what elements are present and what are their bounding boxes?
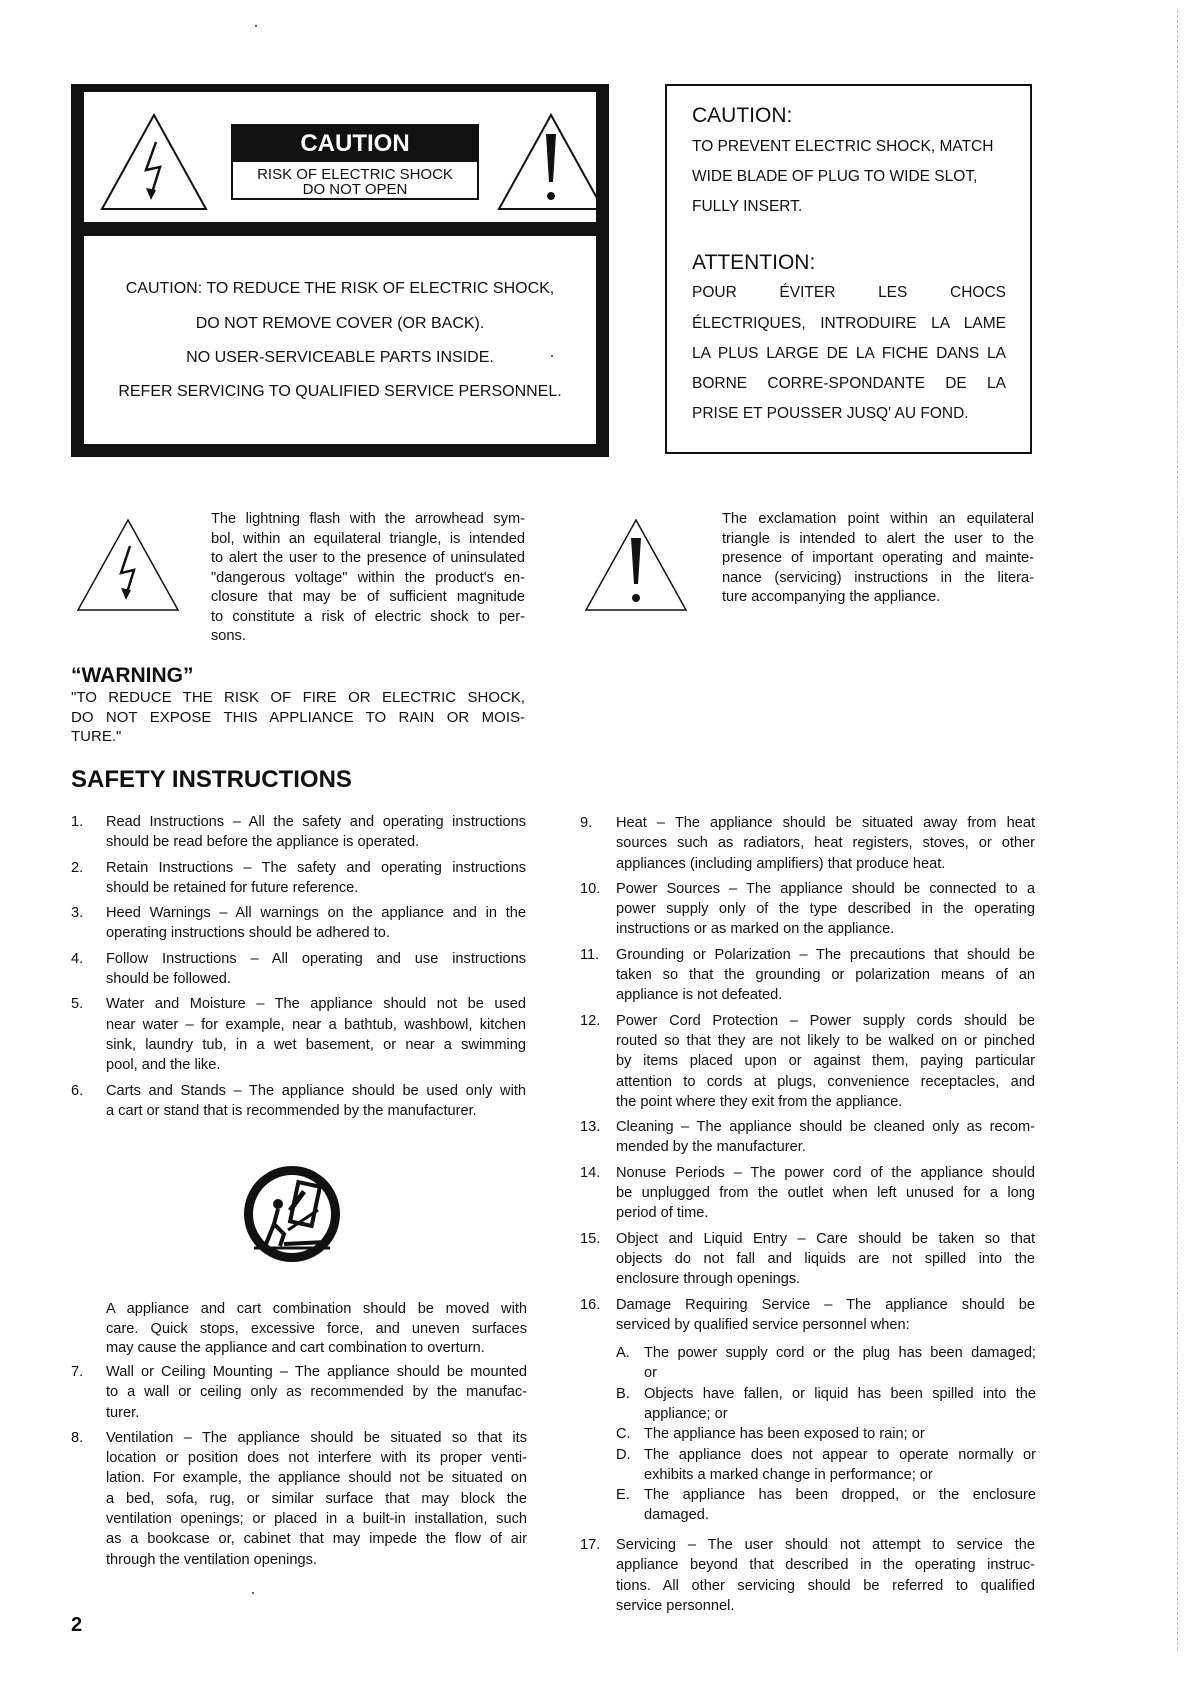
instruction-line: Power Cord Protection – Power supply cords should be [616, 1012, 1035, 1029]
instruction-line: near water – for example, near a bathtub, washbowl, kitchen [106, 1016, 526, 1033]
instruction-number: 12. [580, 1012, 601, 1029]
safety-instructions-title: SAFETY INSTRUCTIONS [71, 766, 352, 793]
instruction-number: 13. [580, 1119, 601, 1136]
damage-condition-letter: C. [616, 1426, 631, 1443]
damage-condition [616, 1485, 1036, 1526]
instruction-text [616, 1535, 1035, 1616]
instruction-item [71, 812, 526, 853]
instruction-text [106, 858, 526, 899]
damage-condition-line: The appliance has been dropped, or the enclosure [644, 1487, 1036, 1504]
instruction-line: appliance is not defeated. [616, 987, 783, 1004]
instruction-line: Damage Requiring Service – The appliance should be [616, 1296, 1035, 1313]
instruction-item [71, 949, 526, 990]
scan-speck [252, 1592, 254, 1594]
lightning-description-line: to alert the user to the presence of uninsulated [211, 550, 525, 566]
plug-caution-line-2: WIDE BLADE OF PLUG TO WIDE SLOT, [692, 168, 978, 185]
lightning-description [211, 510, 525, 647]
instruction-line: as a bookcase or, cabinet that may impede the flow of air [106, 1531, 527, 1548]
instruction-line: tions. All other servicing should be referred to qualified [616, 1577, 1035, 1594]
warning-line: DO NOT EXPOSE THIS APPLIANCE TO RAIN OR MOIS- [71, 708, 525, 726]
instruction-item [71, 1362, 527, 1423]
instruction-text [616, 1295, 1035, 1336]
instruction-line: a cart or stand that is recommended by the manufacturer. [106, 1102, 477, 1119]
instruction-text [106, 1362, 527, 1423]
damage-condition-text [644, 1384, 1036, 1425]
instruction-line: location or position does not interfere with its proper venti- [106, 1450, 527, 1467]
instruction-line: Nonuse Periods – The power cord of the appliance should [616, 1164, 1035, 1181]
instruction-line: ventilation openings; or placed in a built-in installation, such [106, 1511, 527, 1528]
instruction-line: should be read before the appliance is operated. [106, 834, 420, 851]
instruction-line: sources such as radiators, heat registers, stoves, or other [616, 835, 1035, 852]
instruction-number: 1. [71, 814, 84, 830]
instruction-line: enclosure through openings. [616, 1271, 801, 1288]
instruction-line: serviced by qualified service personnel when: [616, 1316, 910, 1333]
instruction-line: period of time. [616, 1205, 709, 1222]
instruction-text [616, 813, 1035, 874]
instruction-line: Ventilation – The appliance should be situated so that its [106, 1429, 527, 1446]
warning-line: "TO REDUCE THE RISK OF FIRE OR ELECTRIC SHOCK, [71, 689, 525, 706]
instruction-number: 11. [580, 946, 600, 963]
instruction-item [71, 1081, 526, 1122]
warning-text [71, 688, 525, 747]
damage-condition-letter: B. [616, 1385, 630, 1402]
instruction-line: Heed Warnings – All warnings on the appliance and in the [106, 905, 526, 922]
instruction-line: appliances (including amplifiers) that produce heat. [616, 855, 946, 872]
instruction-text [616, 1117, 1035, 1158]
instruction-line: Wall or Ceiling Mounting – The appliance should be mounted [106, 1364, 527, 1380]
instruction-number: 5. [71, 996, 84, 1013]
cart-note-line: A appliance and cart combination should be moved with [106, 1301, 527, 1317]
damage-condition-text [644, 1424, 1036, 1444]
instruction-line: a bed, sofa, rug, or similar surface that may block the [106, 1490, 527, 1507]
instruction-text [106, 903, 526, 944]
instruction-number: 7. [71, 1364, 84, 1380]
exclamation-description-line: presence of important operating and mainte- [722, 550, 1034, 566]
lightning-description-line: closure that may be of sufficient magnitude [211, 589, 525, 605]
instruction-line: operating instructions should be adhered to. [106, 925, 390, 942]
instruction-line: to a wall or ceiling only as recommended by the manufac- [106, 1384, 527, 1401]
instruction-number: 9. [580, 815, 593, 831]
damage-condition-text [644, 1485, 1036, 1526]
instruction-text [106, 1428, 527, 1570]
instruction-number: 2. [71, 859, 84, 876]
instruction-number: 15. [580, 1230, 601, 1247]
instruction-line: Read Instructions – All the safety and operating instructions [106, 814, 526, 830]
instruction-item [580, 1229, 1035, 1290]
instruction-line: should be retained for future reference. [106, 879, 359, 896]
exclamation-description-line: triangle is intended to alert the user to the [722, 530, 1034, 547]
exclamation-description [722, 510, 1034, 608]
instruction-line: pool, and the like. [106, 1057, 221, 1074]
instruction-line: Cleaning – The appliance should be cleaned only as recom- [616, 1119, 1035, 1136]
instruction-item [71, 1428, 527, 1570]
instruction-line: lation. For example, the appliance should not be situated on [106, 1470, 527, 1487]
instruction-line: mended by the manufacturer. [616, 1139, 806, 1156]
instruction-line: service personnel. [616, 1597, 735, 1614]
exclamation-description-line: ture accompanying the appliance. [722, 589, 941, 605]
instruction-line: Follow Instructions – All operating and use instructions [106, 950, 526, 967]
instruction-item [580, 813, 1035, 874]
instruction-line: should be followed. [106, 971, 231, 988]
page-number: 2 [71, 1614, 83, 1636]
damage-condition [616, 1445, 1036, 1486]
caution-notice-line-1: CAUTION: TO REDUCE THE RISK OF ELECTRIC SHOCK, [125, 280, 555, 297]
instruction-number: 10. [580, 880, 601, 897]
instruction-text [616, 1229, 1035, 1290]
instruction-number: 17. [580, 1537, 601, 1553]
instruction-item [580, 1011, 1035, 1113]
damage-condition-letter: A. [616, 1345, 630, 1361]
instruction-line: through the ventilation openings. [106, 1551, 317, 1568]
caution-notice-line-3: NO USER-SERVICEABLE PARTS INSIDE. [186, 349, 494, 366]
instruction-line: turer. [106, 1404, 140, 1421]
exclamation-description-line: The exclamation point within an equilateral [722, 511, 1034, 527]
instruction-line: Servicing – The user should not attempt to service the [616, 1537, 1035, 1553]
instruction-line: taken so that the grounding or polarization means of an [616, 967, 1035, 984]
damage-condition-line: The appliance does not appear to operate normally or [644, 1446, 1036, 1463]
instruction-item [580, 1295, 1035, 1336]
instruction-line: Carts and Stands – The appliance should be used only with [106, 1082, 526, 1099]
instruction-item [580, 945, 1035, 1006]
instruction-text [106, 1081, 526, 1122]
instruction-item [71, 903, 526, 944]
instruction-line: appliance beyond that described in the operating instruc- [616, 1557, 1035, 1574]
instruction-line: Water and Moisture – The appliance should not be used [106, 996, 526, 1013]
damage-condition-line: damaged. [644, 1507, 709, 1524]
instruction-line: the point where they exit from the appliance. [616, 1093, 903, 1110]
damage-condition-line: The appliance has been exposed to rain; or [644, 1426, 925, 1443]
damage-condition-line: or [644, 1365, 657, 1382]
plug-caution-title: CAUTION: [692, 104, 793, 127]
damage-condition-letter: E. [616, 1487, 630, 1504]
instruction-text [616, 1163, 1035, 1224]
damage-condition-letter: D. [616, 1446, 631, 1463]
instruction-text [616, 945, 1035, 1006]
damage-condition [616, 1343, 1036, 1384]
lightning-description-line: The lightning flash with the arrowhead sym- [211, 511, 525, 527]
instruction-text [616, 1011, 1035, 1112]
instruction-line: by items placed upon or against them, paying particular [616, 1053, 1035, 1070]
warning-line: TURE." [71, 728, 122, 745]
caution-notice-line-4: REFER SERVICING TO QUALIFIED SERVICE PERSONNEL. [118, 383, 562, 400]
exclamation-triangle-icon [495, 112, 607, 212]
instruction-text [106, 812, 526, 853]
scan-speck [551, 355, 553, 357]
plug-caution-line-1: TO PREVENT ELECTRIC SHOCK, MATCH [692, 138, 994, 155]
damage-condition-text [644, 1445, 1036, 1486]
cart-note-line: may cause the appliance and cart combination to overturn. [106, 1340, 485, 1356]
plug-caution-line-3: FULLY INSERT. [692, 198, 803, 215]
instruction-item [71, 858, 526, 899]
instruction-text [106, 949, 526, 990]
cart-note [106, 1300, 527, 1359]
caution-banner [231, 124, 479, 200]
damage-condition [616, 1384, 1036, 1425]
instruction-line: be unplugged from the outlet when left unused for a long [616, 1185, 1035, 1202]
instruction-number: 8. [71, 1429, 84, 1446]
scan-edge-line [1177, 10, 1180, 1650]
instruction-number: 4. [71, 950, 84, 967]
caution-notice-panel [84, 236, 596, 444]
instruction-line: instructions or as marked on the appliance. [616, 921, 895, 938]
plug-attention-line-4: BORNE CORRE-SPONDANTE DE LA [692, 375, 1006, 392]
damage-condition-line: Objects have fallen, or liquid has been spilled into the [644, 1385, 1036, 1402]
instruction-line: routed so that they are not likely to be walked on or pinched [616, 1032, 1035, 1049]
instruction-line: objects do not fall and liquids are not spilled into the [616, 1250, 1035, 1267]
exclamation-triangle-icon [583, 518, 689, 612]
damage-condition-line: appliance; or [644, 1405, 728, 1422]
lightning-description-line: sons. [211, 628, 246, 644]
plug-attention-line-2: ÉLECTRIQUES, INTRODUIRE LA LAME [692, 315, 1006, 332]
cart-warning-icon [240, 1162, 344, 1266]
instruction-line: Grounding or Polarization – The precautions that should be [616, 946, 1035, 963]
instruction-text [106, 994, 526, 1075]
exclamation-description-line: nance (servicing) instructions in the litera- [722, 569, 1034, 586]
caution-banner-title: CAUTION [233, 126, 477, 162]
instruction-text [616, 879, 1035, 940]
instruction-line: power supply only of the type described in the operating [616, 901, 1035, 918]
lightning-triangle-icon [98, 112, 210, 212]
caution-banner-line-1: RISK OF ELECTRIC SHOCK [257, 166, 453, 183]
plug-attention-line-3: LA PLUS LARGE DE LA FICHE DANS LA [692, 345, 1006, 362]
instruction-number: 16. [580, 1296, 601, 1313]
damage-condition-line: exhibits a marked change in performance; or [644, 1466, 933, 1483]
caution-notice-line-2: DO NOT REMOVE COVER (OR BACK). [195, 315, 485, 332]
instruction-item [580, 1535, 1035, 1616]
lightning-description-line: to constitute a risk of electric shock to per- [211, 608, 525, 625]
instruction-number: 6. [71, 1082, 84, 1099]
lightning-description-line: "dangerous voltage" within the product's en- [211, 569, 525, 586]
plug-attention-line-5: PRISE ET POUSSER JUSQ' AU FOND. [692, 405, 969, 422]
caution-banner-line-2: DO NOT OPEN [302, 181, 408, 198]
instruction-line: Retain Instructions – The safety and operating instructions [106, 859, 526, 876]
instruction-line: sink, laundry tub, in a wet basement, or near a swimming [106, 1036, 526, 1053]
instruction-item [580, 879, 1035, 940]
instruction-number: 3. [71, 905, 84, 922]
instruction-line: Heat – The appliance should be situated away from heat [616, 815, 1035, 831]
damage-condition-line: The power supply cord or the plug has been damaged; [644, 1345, 1036, 1361]
instruction-line: attention to cords at plugs, convenience receptacles, and [616, 1073, 1035, 1090]
warning-title: “WARNING” [71, 664, 194, 687]
scan-speck [255, 25, 257, 27]
instruction-line: Power Sources – The appliance should be connected to a [616, 880, 1035, 897]
plug-attention-line-1: POUR ÉVITER LES CHOCS [692, 284, 1006, 301]
damage-condition-text [644, 1343, 1036, 1384]
lightning-description-line: bol, within an equilateral triangle, is intended [211, 530, 525, 547]
cart-note-line: care. Quick stops, excessive force, and uneven surfaces [106, 1320, 527, 1337]
instruction-item [580, 1163, 1035, 1224]
instruction-item [580, 1117, 1035, 1158]
damage-condition [616, 1424, 1036, 1444]
instruction-item [71, 994, 526, 1075]
plug-attention-title: ATTENTION: [692, 251, 816, 274]
lightning-triangle-icon [75, 518, 181, 612]
instruction-line: Object and Liquid Entry – Care should be taken so that [616, 1230, 1035, 1247]
instruction-number: 14. [580, 1164, 601, 1181]
